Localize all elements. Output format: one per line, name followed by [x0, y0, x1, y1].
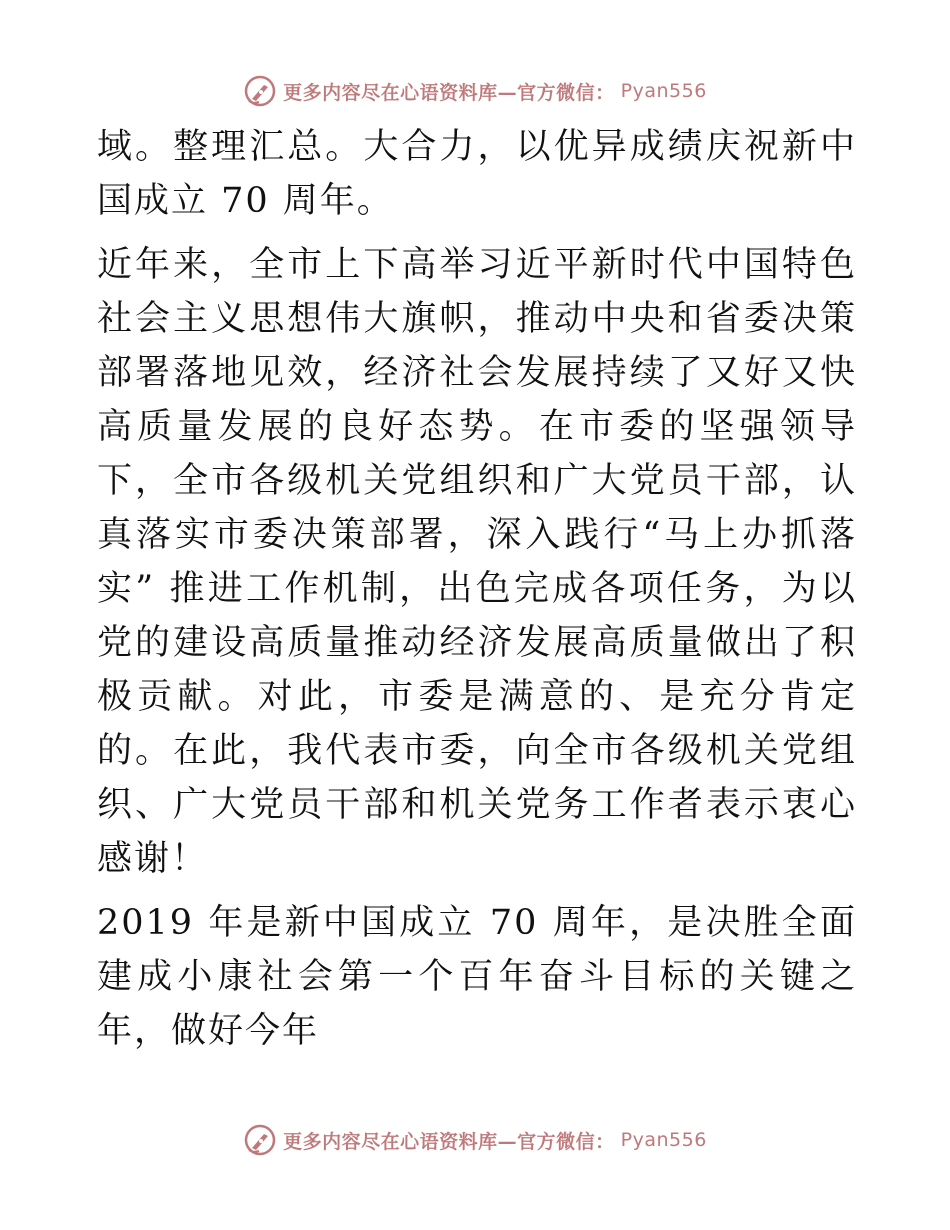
paragraph-2: 近年来，全市上下高举习近平新时代中国特色社会主义思想伟大旗帜，推动中央和省委决策部署落地见效，经济社会发展持续了又好又快高质量发展的良好态势。在市委的坚强领导下，全市各级机关党组织和广大党员干部，认真落实市委决策部署，深入践行“马上办抓落实” 推进工作机制，出色完成各项任务，为以党的建设高质量推动经济发展高质量做出了积极贡献。对此，市委是满意的、是充分肯定的。在此，我代表市委，向全市各级机关党组织、广大党员干部和机关党务工作者表示衷心感谢！ — [97, 245, 857, 879]
fountain-pen-nib-icon — [243, 1123, 277, 1157]
document-body — [97, 120, 857, 1058]
watermark-text: 更多内容尽在心语资料库—官方微信： — [283, 81, 615, 104]
watermark-handle: Pyan556 — [620, 1129, 707, 1151]
header-watermark — [0, 71, 950, 111]
watermark-handle: Pyan556 — [620, 80, 707, 102]
paragraph-1: 域。整理汇总。大合力，以优异成绩庆祝新中国成立 70 周年。 — [97, 127, 857, 221]
paragraph-3: 2019 年是新中国成立 70 周年，是决胜全面建成小康社会第一个百年奋斗目标的关键之年，做好今年 — [97, 903, 857, 1051]
footer-watermark — [0, 1120, 950, 1160]
fountain-pen-nib-icon — [243, 74, 277, 108]
watermark-text: 更多内容尽在心语资料库—官方微信： — [283, 1130, 615, 1153]
